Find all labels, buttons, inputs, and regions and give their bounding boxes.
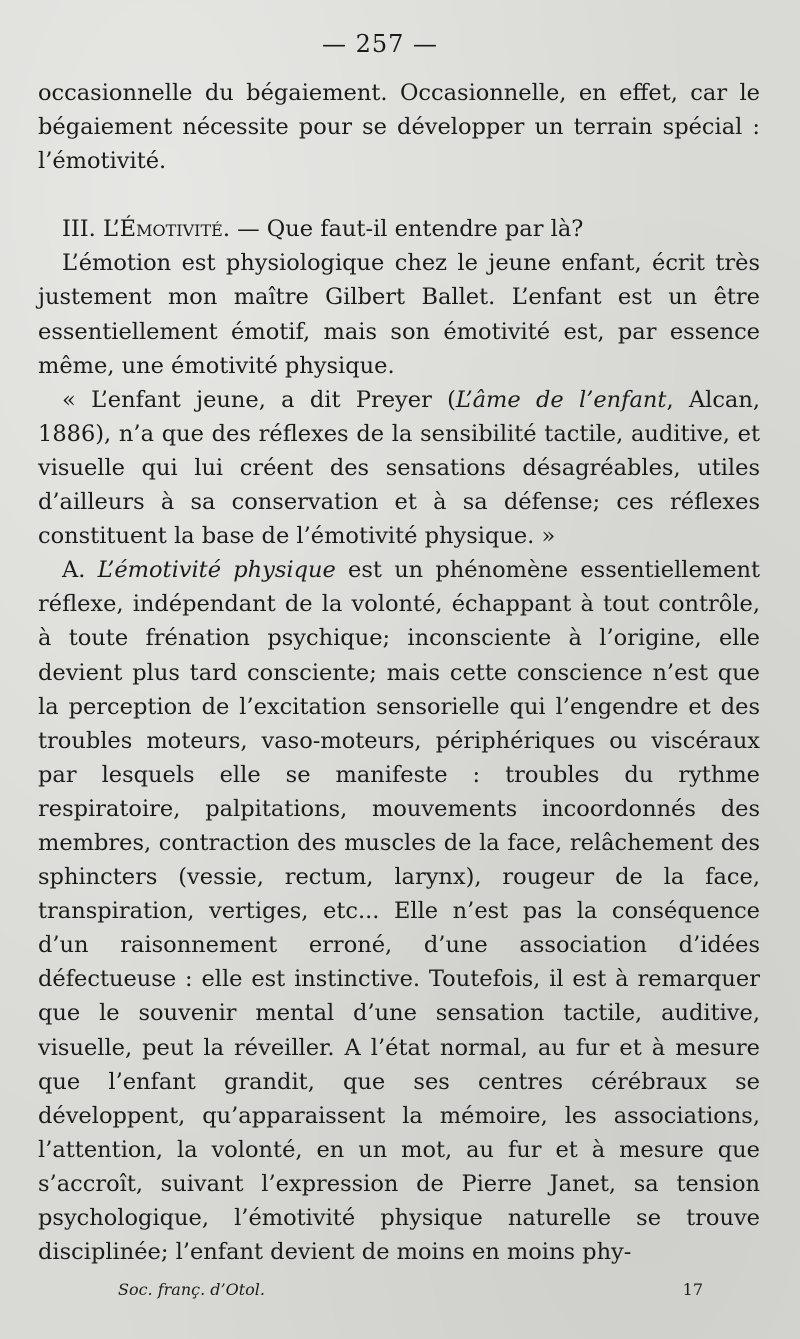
- section-question: — Que faut-il entendre par là?: [229, 216, 584, 243]
- section-heading-paragraph: [38, 212, 760, 246]
- paragraph-preyer-quote: [38, 383, 760, 553]
- page-number: — 257 —: [321, 30, 439, 58]
- subsection-term: L’émotivité physique: [97, 557, 336, 584]
- quote-after: , Alcan, 1886), n’a que des réflexes de la sensibilité tactile, auditive, et visuelle qui lui créent des sensations désagréables, utiles d’ailleurs à sa conservation et à sa défense; ces réflexes constituent la base de l’émotivité physique. »: [38, 386, 760, 550]
- quote-before: « L’enfant jeune, a dit Preyer (: [62, 386, 456, 413]
- page-footer: [118, 1280, 703, 1299]
- book-title: L’âme de l’enfant: [455, 386, 667, 413]
- section-numeral: III.: [62, 216, 96, 243]
- paragraph-emotion: L’émotion est physiologique chez le jeune enfant, écrit très justement mon maître Gilbert Ballet. L’enfant est un être essentiellement émotif, mais son émotivité est, par essence même, une émotivité physique.: [38, 250, 760, 379]
- paragraph-emotivite-physique: [38, 553, 760, 1269]
- section-heading: L’Émotivité.: [102, 216, 230, 243]
- paragraph-continuation: occasionnelle du bégaiement. Occasionnelle, en effet, car le bégaiement nécessite pour se développer un terrain spécial : l’émotivité.: [38, 80, 760, 175]
- footer-signature: Soc. franç. d’Otol.: [118, 1280, 265, 1299]
- paragraph-gap: [38, 178, 760, 212]
- subsection-text: est un phénomène essentiellement réflexe, indépendant de la volonté, échappant à tout contrôle, à toute frénation psychique; inconsciente à l’origine, elle devient plus tard consciente; mais cette conscience n’est que la perception de l’excitation sensorielle qui l’engendre et des troubles moteurs, vaso-moteurs, périphériques ou viscéraux par lesquels elle se manifeste : troubles du rythme respiratoire, palpitations, mouvements incoordonnés des membres, contraction des muscles de la face, relâchement des sphincters (vessie, rectum, larynx), rougeur de la face, transpiration, vertiges, etc... Elle n’est pas la conséquence d’un raisonnement erroné, d’une association d’idées défectueuse : elle est instinctive. Toutefois, il est à remarquer que le souvenir mental d’une sensation tactile, auditive, visuelle, peut la réveiller. A l’état normal, au fur et à mesure que l’enfant grandit, que ses centres cérébraux se développent, qu’apparaissent la mémoire, les associations, l’attention, la volonté, en un mot, au fur et à mesure que s’accroît, suivant l’expression de Pierre Janet, sa tension psychologique, l’émotivité physique naturelle se trouve disciplinée; l’enfant devient de moins en moins phy-: [38, 557, 760, 1266]
- body-text: [38, 76, 760, 1269]
- footer-sheet-number: 17: [682, 1280, 703, 1299]
- subsection-letter: A.: [62, 557, 98, 584]
